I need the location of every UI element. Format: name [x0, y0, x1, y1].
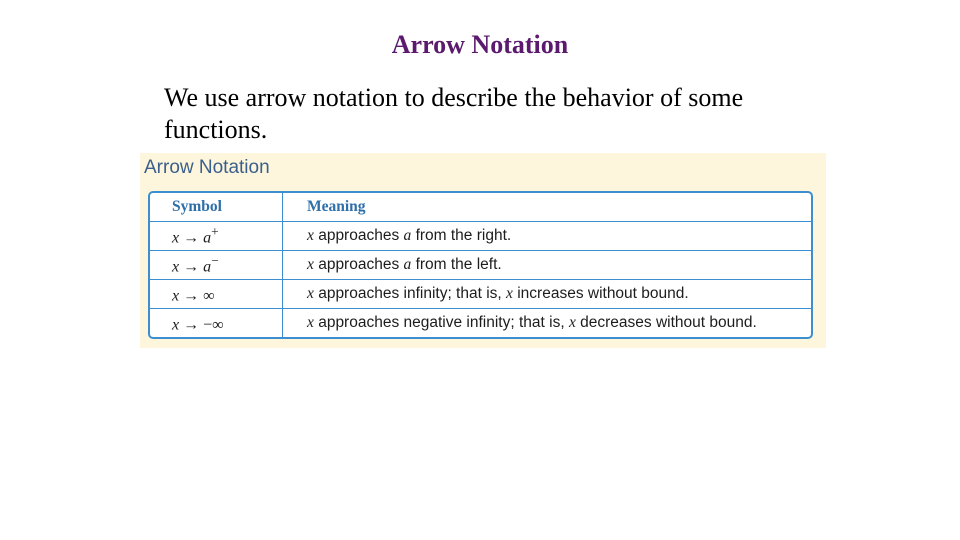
notation-table — [148, 191, 813, 339]
symbol-superscript: − — [211, 253, 219, 269]
slide-title: Arrow Notation — [391, 30, 569, 59]
meaning-var2: a — [403, 256, 412, 273]
meaning-text-end: decreases without bound. — [575, 314, 757, 331]
meaning-cell — [283, 251, 811, 280]
meaning-text-end: from the left. — [411, 256, 502, 273]
meaning-text-end: from the right. — [411, 227, 512, 244]
table-row — [150, 280, 811, 309]
symbol-target: ∞ — [203, 287, 215, 305]
symbol-target: a — [203, 229, 212, 247]
symbol-superscript: + — [211, 224, 219, 240]
meaning-text: approaches — [313, 227, 404, 244]
meaning-var: x — [307, 227, 314, 244]
symbol-var: x — [172, 287, 180, 305]
meaning-var: x — [307, 314, 314, 331]
meaning-text: approaches — [313, 256, 404, 273]
symbol-cell — [150, 222, 283, 251]
meaning-header: Meaning — [283, 193, 811, 222]
symbol-cell — [150, 309, 283, 337]
figure-title: Arrow Notation — [144, 157, 270, 178]
symbol-var: x — [172, 258, 180, 276]
meaning-cell — [283, 309, 811, 337]
meaning-var: x — [307, 256, 314, 273]
table-row — [150, 309, 811, 337]
meaning-var2: x — [506, 285, 513, 302]
symbol-target: −∞ — [203, 316, 224, 334]
symbol-target: a — [203, 258, 212, 276]
symbol-cell — [150, 280, 283, 309]
arrow-notation-figure — [140, 153, 826, 348]
symbol-var: x — [172, 229, 180, 247]
meaning-var: x — [307, 285, 314, 302]
meaning-var2: x — [568, 314, 576, 331]
meaning-cell — [283, 222, 811, 251]
meaning-text-end: increases without bound. — [512, 285, 689, 302]
arrow-glyph: → — [179, 316, 204, 334]
table-row — [150, 222, 811, 251]
symbol-header: Symbol — [150, 193, 283, 222]
symbol-var: x — [172, 316, 180, 334]
body-text: We use arrow notation to describe the behavior of some functions. — [164, 83, 744, 144]
meaning-text: approaches negative infinity; that is, — [313, 314, 569, 331]
meaning-cell — [283, 280, 811, 309]
table-header-row — [150, 193, 811, 222]
arrow-glyph: → — [179, 229, 204, 247]
symbol-cell — [150, 251, 283, 280]
meaning-text: approaches infinity; that is, — [313, 285, 507, 302]
arrow-glyph: → — [179, 287, 204, 305]
meaning-var2: a — [403, 227, 412, 244]
table-row — [150, 251, 811, 280]
arrow-glyph: → — [179, 258, 204, 276]
